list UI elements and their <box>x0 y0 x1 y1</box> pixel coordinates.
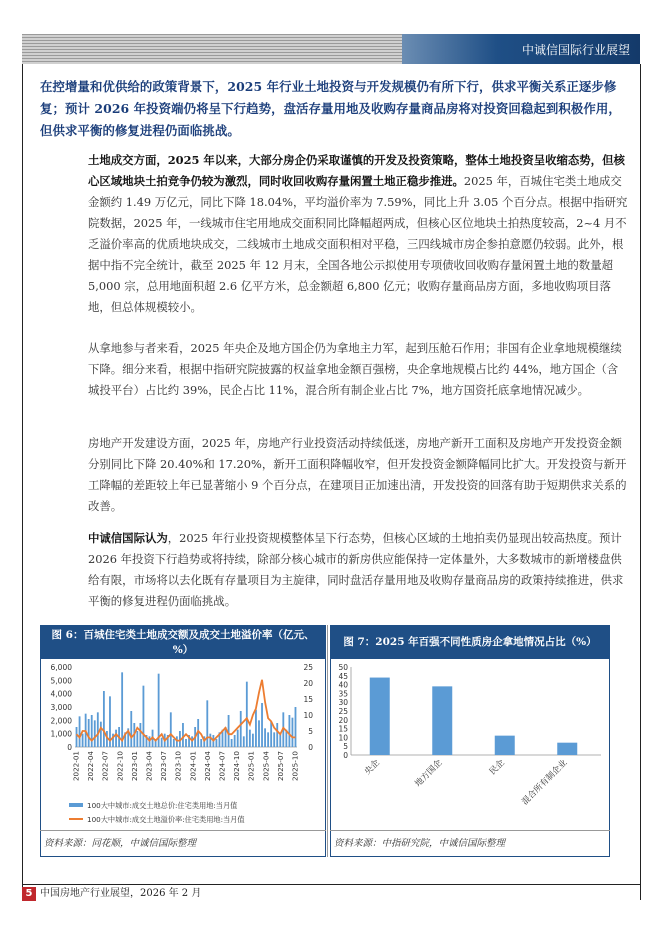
paragraph-land-participants: 从拿地参与者来看，2025 年央企及地方国企仍为拿地主力军，起到压舱石作用；非国有企业拿地规模继续下降。细分来看，根据中指研究院披露的权益拿地金额百强榜，央企拿地规模占比约 44%，地方国企（含城投平台）占比约 39%，民企占比 11%，混合所有制企业占比 7%，地方国资托底拿地情况减少。 <box>88 341 622 397</box>
page-footer <box>22 884 640 900</box>
figure-6-bar <box>76 727 78 747</box>
figure-6-right-tick: 15 <box>303 695 313 704</box>
figure-7-y-tick: 40 <box>338 680 348 690</box>
figure-6-left-tick: 1,000 <box>50 729 72 739</box>
figure-6-x-tick: 2025-04 <box>261 751 271 782</box>
header-title: 中诚信国际行业展望 <box>521 43 630 57</box>
header-band <box>402 34 640 64</box>
page-number: 5 <box>22 887 36 901</box>
figure-6-bar <box>79 716 81 747</box>
figure-6-right-tick: 5 <box>308 727 313 736</box>
figure-7-y-tick: 30 <box>338 698 348 708</box>
figure-6-bar <box>91 715 93 747</box>
figure-6-bar <box>206 700 208 747</box>
figure-6-bar <box>185 739 187 747</box>
figure-6-bar <box>255 710 257 747</box>
page-header <box>22 34 640 64</box>
paragraph-conclusion-bold: 中诚信国际认为 <box>88 531 168 545</box>
figure-6-right-tick: 0 <box>308 743 313 752</box>
figure-6-bar <box>243 736 245 747</box>
figure-6-x-tick: 2022-04 <box>86 751 96 782</box>
figure-6-bar <box>170 712 172 747</box>
figure-7-bar <box>370 678 390 755</box>
figure-6-x-tick: 2024-07 <box>217 751 227 782</box>
figure-6-bar <box>121 672 123 747</box>
right-rule <box>640 64 641 900</box>
figure-6-bar <box>246 682 248 747</box>
figure-6-left-tick: 4,000 <box>50 689 72 699</box>
figure-6-bar <box>237 730 239 747</box>
figure-6-bar <box>240 711 242 747</box>
figure-6-bar <box>136 731 138 747</box>
figure-6-source: 资料来源：同花顺，中诚信国际整理 <box>40 830 326 856</box>
figure-6-left-tick: 2,000 <box>50 716 72 726</box>
figure-6-legend-bar-swatch <box>69 803 83 807</box>
figure-6-x-tick: 2022-01 <box>71 751 81 782</box>
figure-6-right-tick: 10 <box>303 711 313 720</box>
figure-6-bar <box>130 711 132 747</box>
figure-6-bar <box>249 730 251 747</box>
figure-6-bar <box>176 736 178 747</box>
figure-7-chart <box>331 659 611 831</box>
figure-6 <box>40 625 326 857</box>
lead-summary: 在控增量和优供给的政策背景下，2025 年行业土地投资与开发规模仍有所下行，供求平衡关系正逐步修复；预计 2026 年投资端仍将呈下行趋势，盘活存量用地及收购存量商品房将对投资回稳起到积极作用，但供求平衡的修复进程仍面临挑战。 <box>40 79 621 138</box>
figure-6-left-tick: 3,000 <box>50 703 72 712</box>
figure-6-bar <box>97 712 99 747</box>
figure-6-bar <box>279 734 281 747</box>
figure-6-x-tick: 2025-01 <box>246 751 256 782</box>
figure-6-bar <box>261 703 263 747</box>
figure-6-bar <box>231 739 233 747</box>
figure-6-bar <box>252 734 254 747</box>
figure-7-x-tick: 混合所有制企业 <box>520 758 570 808</box>
figure-6-bar <box>143 686 145 747</box>
figure-6-x-tick: 2024-10 <box>232 751 242 782</box>
figure-6-legend-line-label: 100大中城市:成交土地溢价率:住宅类用地:当月值 <box>87 815 245 824</box>
figure-6-bar <box>173 739 175 747</box>
figure-7-y-tick: 15 <box>338 724 348 734</box>
figure-6-bar <box>139 723 141 747</box>
figure-6-bar <box>103 691 105 747</box>
figure-7-y-tick: 50 <box>338 663 348 672</box>
figure-6-bar <box>276 723 278 747</box>
figure-7-bar <box>557 743 577 755</box>
figure-6-bar <box>215 739 217 747</box>
figure-6-bar <box>100 722 102 747</box>
paragraph-land-bold: 土地成交方面，2025 年以来，大部分房企仍采取谨慎的开发及投资策略，整体土地投资呈收缩态势，但核心区域地块土拍竞争仍较为激烈，同时收回收购存量闲置土地正稳步推进。 <box>88 153 625 188</box>
paragraph-conclusion <box>88 528 628 612</box>
figure-6-x-tick: 2025-10 <box>290 751 300 782</box>
figure-6-x-tick: 2025-07 <box>275 751 285 782</box>
figure-6-title: 图 6：百城住宅类土地成交额及成交土地溢价率（亿元、%） <box>41 626 325 659</box>
figure-7-bar <box>432 686 452 755</box>
figure-7-x-tick: 民企 <box>487 758 507 778</box>
paragraph-conclusion-text: ，2025 年行业投资规模整体呈下行态势，但核心区域的土地拍卖仍显现出较高热度。预计 2026 年投资下行趋势或将持续，除部分核心城市的新房供应能保持一定体量外，大多数城市的新增楼盘供给有限，市场将以去化既有存量项目为主旋律，同时盘活存量用地及收购存量商品房的政策持续推进，供求平衡的修复进程仍面临挑战。 <box>88 531 624 608</box>
figure-6-x-tick: 2023-04 <box>144 751 154 782</box>
figure-7-y-tick: 0 <box>343 751 348 760</box>
figure-6-bar <box>182 723 184 747</box>
figure-6-bar <box>234 735 236 747</box>
figure-6-x-tick: 2022-07 <box>100 751 110 782</box>
figure-6-x-tick: 2023-10 <box>173 751 183 782</box>
figure-6-left-tick: 6,000 <box>50 663 72 672</box>
figure-6-bar <box>273 732 275 747</box>
figure-6-bar <box>258 720 260 747</box>
figure-7-y-tick: 10 <box>338 733 348 743</box>
figure-6-bar <box>88 719 90 747</box>
figure-6-bar <box>264 728 266 747</box>
figure-6-bar <box>209 734 211 747</box>
figure-7 <box>330 625 610 857</box>
figure-6-x-tick: 2024-04 <box>202 751 212 782</box>
figure-7-y-tick: 35 <box>338 689 348 699</box>
figure-6-x-tick: 2023-01 <box>129 751 139 782</box>
left-rule <box>22 64 23 900</box>
figure-7-x-tick: 地方国企 <box>413 758 445 790</box>
figure-6-bar <box>288 715 290 747</box>
figure-6-x-tick: 2022-10 <box>115 751 125 782</box>
paragraph-land-transactions <box>88 150 628 318</box>
figure-7-y-tick: 20 <box>338 715 348 725</box>
figure-7-bar <box>495 736 515 755</box>
paragraph-development: 房地产开发建设方面，2025 年，房地产行业投资活动持续低迷，房地产新开工面积及房地产开发投资金额分别同比下降 20.40%和 17.20%，新开工面积降幅收窄，但开发投资金额降幅同比扩大。开发投资与新开工降幅的差距较上年已显著缩小 9 个百分点，在建项目正加速出清，开发投资的回落有助于短期供求关系的改善。 <box>88 436 627 513</box>
figure-7-title: 图 7：2025 年百强不同性质房企拿地情况占比（%） <box>331 626 609 659</box>
figure-6-x-tick: 2024-01 <box>188 751 198 782</box>
figure-6-bar <box>292 718 294 747</box>
figure-6-bar <box>94 720 96 747</box>
figure-6-left-tick: 0 <box>67 743 72 752</box>
figure-6-legend-bar-label: 100大中城市:成交土地总价:住宅类用地:当月值 <box>87 801 238 810</box>
figure-6-bar <box>270 722 272 747</box>
figure-6-bar <box>200 739 202 747</box>
figure-7-y-tick: 25 <box>338 707 348 716</box>
header-stripes <box>22 34 402 64</box>
figure-7-x-tick: 央企 <box>362 758 382 778</box>
figure-6-chart <box>41 659 327 831</box>
figure-divider <box>327 625 328 857</box>
footer-text: 中国房地产行业展望，2026 年 2 月 <box>40 888 202 899</box>
figure-6-bar <box>115 730 117 747</box>
figure-6-right-tick: 25 <box>303 663 313 672</box>
figure-6-bar <box>267 732 269 747</box>
figure-6-x-tick: 2023-07 <box>159 751 169 782</box>
figure-6-left-tick: 5,000 <box>50 676 72 686</box>
figure-6-bar <box>82 734 84 747</box>
figure-7-source: 资料来源：中指研究院，中诚信国际整理 <box>330 830 610 856</box>
paragraph-land-text: 2025 年，百城住宅类土地成交金额约 1.49 万亿元，同比下降 18.04%，平均溢价率为 7.59%，同比上升 3.05 个百分点。根据中指研究院数据，2025 年，一线城市住宅用地成交面积同比降幅超两成，但核心区位地块土拍热度较高，2~4 月不乏溢价率高的优质地块成交，二线城市土地成交面积相对平稳，三四线城市房企参拍意愿仍较弱。此外，根据中指不完全统计，截至 2025 年 12 月末，全国各地公示拟使用专项债收回收购存量闲置土地的数量超 5,000 宗，总用地面积超 2.6 亿平方米，总金额超 6,800 亿元；收购存量商品房方面，多地收购项目落地，但总体规模较小。 <box>88 174 628 314</box>
figure-6-bar <box>295 707 297 747</box>
figure-6-bar <box>161 738 163 747</box>
figure-7-y-tick: 45 <box>338 671 348 681</box>
figure-6-right-tick: 20 <box>303 679 313 688</box>
figure-7-y-tick: 5 <box>343 742 348 752</box>
